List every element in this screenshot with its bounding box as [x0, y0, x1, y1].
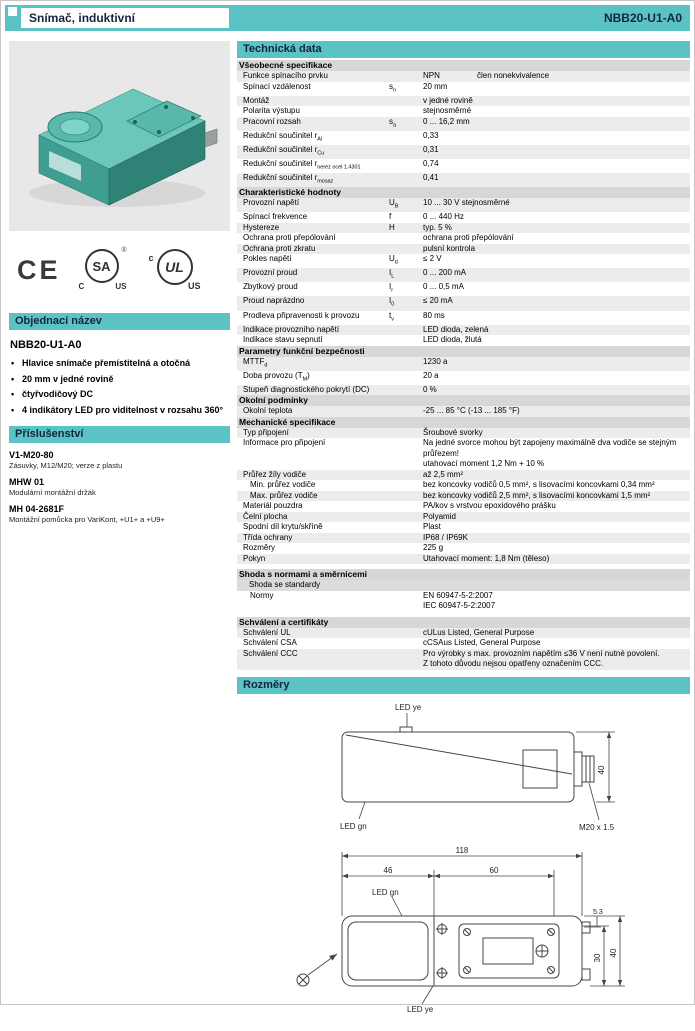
tech-row-symbol: [389, 371, 423, 385]
tech-row-symbol: [389, 522, 423, 533]
tech-section-header: Schválení a certifikáty: [237, 617, 690, 628]
tech-row-value: 10 ... 30 V stejnosměrné: [423, 198, 510, 208]
accessory-name: MHW 01: [9, 477, 45, 487]
tech-row-symbol: [389, 325, 423, 336]
tech-row-symbol: [389, 470, 423, 481]
tech-row: [237, 254, 690, 268]
csa-circle: [85, 249, 119, 283]
dimension-drawing: [237, 696, 689, 1026]
csa-registered-text: ®: [121, 247, 127, 254]
feature-item: • 20 mm v jedné rovině: [10, 374, 230, 386]
top-led-gn-label: LED gn: [372, 887, 399, 897]
tech-row: [237, 591, 690, 612]
tech-row-symbol: [389, 145, 423, 159]
tech-row: [237, 311, 690, 325]
tech-row-label: Shoda se standardy: [249, 580, 321, 590]
tech-row-value: cULus Listed, General Purpose: [423, 627, 535, 637]
tech-row-label: Průřez žíly vodiče: [243, 469, 307, 479]
product-photo-graphic: [9, 41, 230, 231]
tech-row: [237, 131, 690, 145]
tech-row-label: Schválení UL: [243, 627, 291, 637]
accessories-section-header: Příslušenství: [9, 426, 230, 443]
tech-row: [237, 428, 690, 439]
tech-row-symbol: [389, 638, 423, 649]
tech-row-value: bez koncovky vodičů 0,5 mm², s lisovacími koncovkami 0,34 mm²: [423, 480, 655, 490]
tech-row: [237, 357, 690, 371]
tech-row: [237, 406, 690, 417]
feature-item: • čtyřvodičový DC: [10, 389, 230, 401]
tech-row-label: Spodní díl krytu/skříně: [243, 522, 323, 532]
accessory-description: Zásuvky, M12/M20; verze z plastu: [9, 461, 123, 470]
tech-row-value: 1230 a: [423, 356, 448, 366]
tech-row-label: Polarita výstupu: [243, 106, 300, 116]
tech-row-value: cCSAus Listed, General Purpose: [423, 638, 541, 648]
top-view-outline: [297, 916, 590, 986]
tech-row-symbol: $s_a$: [389, 116, 397, 129]
m20-label: M20 x 1.5: [579, 822, 615, 832]
tech-row: [237, 145, 690, 159]
tech-row-value: Utahovací moment: 1,8 Nm (těleso): [423, 553, 550, 563]
ul-circle: [157, 249, 193, 285]
accessory-name: V1-M20-80: [9, 450, 54, 460]
dimension-drawing-area: [237, 696, 690, 1031]
tech-row-value: typ. 5 %: [423, 222, 452, 232]
tech-section-header: Charakteristické hodnoty: [237, 187, 690, 198]
tech-row-label: Schválení CSA: [243, 638, 297, 648]
tech-row-value: pulsní kontrola: [423, 243, 476, 253]
tech-row: [237, 628, 690, 639]
tech-row-value: Polyamid: [423, 511, 456, 521]
tech-row-value: 0,31: [423, 144, 439, 154]
tech-row-value: 20 a: [423, 370, 439, 380]
tech-row-value: 0,33: [423, 130, 439, 140]
tech-row-symbol: [389, 554, 423, 565]
header-corner-square: [8, 7, 17, 16]
tech-section: [237, 569, 690, 612]
tech-row-symbol: [389, 233, 423, 244]
tech-section: [237, 395, 690, 417]
tech-row: [237, 198, 690, 212]
accessories-list: [9, 450, 230, 524]
tech-row-symbol: [389, 628, 423, 639]
tech-row-label: Třída ochrany: [243, 532, 293, 542]
accessory-name: MH 04-2681F: [9, 504, 65, 514]
tech-row-symbol: [389, 591, 423, 612]
tech-table: [237, 60, 690, 670]
tech-row-symbol: [389, 543, 423, 554]
tech-row-symbol: [389, 533, 423, 544]
tech-row: [237, 233, 690, 244]
tech-row-symbol: [389, 71, 423, 82]
side-led-gn-label: LED gn: [340, 821, 367, 831]
accessory-item: [9, 450, 230, 470]
tech-row: [237, 533, 690, 544]
tech-row-symbol: $U_B$: [389, 198, 399, 210]
top-dim-118: 118: [455, 845, 469, 855]
tech-row-label: Materiál pouzdra: [243, 501, 303, 511]
tech-row-symbol: [389, 501, 423, 512]
tech-row-symbol: [389, 173, 423, 187]
tech-row-value: ochrana proti přepólování: [423, 233, 514, 243]
tech-row-value: IP68 / IP69K: [423, 532, 468, 542]
tech-row-value: LED dioda, žlutá: [423, 335, 482, 345]
tech-row: [237, 71, 690, 82]
tech-row: [237, 491, 690, 502]
tech-row-value: 225 g: [423, 543, 444, 553]
tech-row-label: Pokles napětí: [243, 254, 292, 264]
tech-row-symbol: [389, 491, 423, 502]
tech-row: [237, 106, 690, 117]
tech-row-label: Min. průřez vodiče: [250, 480, 316, 490]
accessory-description: Montážní pomůcka pro VariKont, +U1+ a +U9+: [9, 515, 165, 524]
tech-row: [237, 501, 690, 512]
tech-row: [237, 512, 690, 523]
tech-row: [237, 554, 690, 565]
tech-section-header: Všeobecné specifikace: [237, 60, 690, 71]
top-header-bar: [5, 5, 690, 31]
tech-row: [237, 268, 690, 282]
tech-row-value: Šroubové svorky: [423, 427, 483, 437]
tech-row-label: Rozměry: [243, 543, 276, 553]
tech-row-label: Schválení CCC: [243, 648, 298, 658]
tech-row-symbol: [389, 244, 423, 255]
tech-row-label: Indikace stavu sepnutí: [243, 335, 323, 345]
top-view-arrows: [329, 854, 622, 986]
tech-row-value: ≤ 2 V: [423, 254, 442, 264]
tech-row: [237, 371, 690, 385]
tech-row: [237, 638, 690, 649]
tech-row-symbol: [389, 131, 423, 145]
tech-row-label: Doba provozu $(T_M)$: [243, 370, 310, 383]
tech-section: [237, 187, 690, 346]
tech-subsection-header: [237, 580, 690, 591]
tech-row: [237, 159, 690, 173]
tech-row-label: Redukční součinitel $r_{mosaz}$: [243, 172, 334, 185]
left-column: [9, 41, 230, 531]
accessory-item: [9, 504, 230, 524]
tech-row-value: ≤ 20 mA: [423, 296, 453, 306]
tech-row-label: Typ připojení: [243, 427, 289, 437]
tech-row: [237, 385, 690, 396]
tech-row-label: Redukční součinitel $r_{Al}$: [243, 130, 323, 143]
csa-us-text: US: [115, 282, 127, 291]
tech-row-symbol: [389, 480, 423, 491]
tech-row-value: -25 ... 85 °C (-13 ... 185 °F): [423, 406, 520, 416]
tech-row-label: Prodleva připravenosti k provozu: [243, 310, 360, 320]
tech-row-label: Zbytkový proud: [243, 282, 298, 292]
tech-row-value: 0 ... 200 mA: [423, 268, 467, 278]
tech-row-label: Informace pro připojení: [243, 438, 326, 448]
tech-row-symbol: f: [389, 212, 392, 222]
ul-c-text: c: [148, 253, 154, 263]
tech-row-label: Montáž: [243, 95, 270, 105]
tech-data-section-header: Technická data: [237, 41, 690, 58]
tech-row-value: v jedné rovině: [423, 95, 473, 105]
tech-row-label: Indikace provozního napětí: [243, 324, 340, 334]
side-view-dimension-lines: [359, 713, 615, 820]
dimensions-section-header: Rozměry: [237, 677, 690, 694]
tech-row-symbol: [389, 649, 423, 670]
tech-row-label: Čelní plocha: [243, 511, 288, 521]
ce-mark-icon: CE: [17, 254, 61, 285]
top-dim-5-3: 5.3: [593, 908, 603, 916]
tech-row-label: Spínací frekvence: [243, 212, 308, 222]
tech-row-value: 20 mm: [423, 81, 448, 91]
ul-mark-icon: [149, 247, 201, 293]
csa-text: SA: [92, 258, 111, 274]
tech-section-header: Parametry funkční bezpečnosti: [237, 346, 690, 357]
product-photo: [9, 41, 230, 231]
tech-row: [237, 212, 690, 223]
tech-row-label: Okolní teplota: [243, 406, 293, 416]
tech-row-value: Plast: [423, 522, 441, 532]
tech-row-value: 0 ... 16,2 mm: [423, 116, 470, 126]
tech-row-value: 0,74: [423, 158, 439, 168]
tech-row: [237, 522, 690, 533]
side-view-outline: [342, 727, 594, 802]
tech-row: [237, 649, 690, 670]
tech-row-value: bez koncovky vodičů 2,5 mm², s lisovacími koncovkami 1,5 mm²: [423, 490, 651, 500]
tech-row-value: 0 %: [423, 384, 437, 394]
tech-row: [237, 325, 690, 336]
tech-row-value: stejnosměrné: [423, 106, 472, 116]
tech-row-value: Na jedné svorce mohou být zapojeny maximálně dva vodiče se stejným průřezem! utahovací moment 1,2 Nm + 10 %: [423, 438, 677, 469]
tech-row-value: až 2,5 mm²: [423, 469, 464, 479]
order-section-header: Objednací název: [9, 313, 230, 330]
tech-row-symbol: $t_v$: [389, 310, 394, 323]
tech-row: [237, 117, 690, 131]
tech-row: [237, 82, 690, 96]
tech-row-label: Proud naprázdno: [243, 296, 305, 306]
tech-row-label: Stupeň diagnostického pokrytí (DC): [243, 384, 370, 394]
side-dim-40: 40: [597, 765, 606, 775]
ul-text: UL: [165, 259, 184, 275]
tech-row-symbol: [389, 106, 423, 117]
tech-row-value: PA/kov s vrstvou epoxidového prášku: [423, 501, 556, 511]
tech-row-symbol: [389, 357, 423, 371]
tech-row: [237, 438, 690, 470]
tech-row-symbol: [389, 96, 423, 107]
tech-row-symbol: [389, 159, 423, 173]
side-led-ye-label: LED ye: [395, 702, 422, 712]
tech-row: [237, 173, 690, 187]
tech-row: [237, 96, 690, 107]
tech-row-value: EN 60947-5-2:2007 IEC 60947-5-2:2007: [423, 590, 496, 611]
tech-section: [237, 346, 690, 396]
tech-row-symbol: [389, 512, 423, 523]
tech-row-symbol: $U_d$: [389, 254, 398, 266]
tech-row: [237, 480, 690, 491]
tech-row-label: Pokyn: [243, 553, 266, 563]
top-view-dimension-lines: [308, 852, 625, 1004]
tech-row-value: NPN člen nonekvivalence: [423, 71, 550, 80]
tech-row-value: 0 ... 0,5 mA: [423, 282, 464, 292]
tech-row-label: Normy: [250, 590, 274, 600]
doc-title: Snímač, induktivní: [21, 8, 229, 28]
tech-section: [237, 617, 690, 670]
tech-row-label: Redukční součinitel $r_{nerez ocel 1.4301}$: [243, 158, 361, 171]
tech-row-symbol: [389, 428, 423, 439]
tech-row: [237, 282, 690, 296]
order-name: NBB20-U1-A0: [10, 339, 82, 351]
feature-item: • 4 indikátory LED pro viditelnost v rozsahu 360°: [10, 405, 230, 417]
tech-row-symbol: $I_r$: [389, 282, 394, 294]
tech-row-value: 80 ms: [423, 310, 445, 320]
tech-row-label: Ochrana proti zkratu: [243, 243, 316, 253]
tech-row-symbol: $I_L$: [389, 268, 395, 280]
tech-row-value: 0 ... 440 Hz: [423, 212, 464, 222]
tech-section: [237, 417, 690, 565]
accessory-item: [9, 477, 230, 497]
right-column: [237, 41, 690, 1031]
tech-section-header: Mechanické specifikace: [237, 417, 690, 428]
tech-row-symbol: [389, 438, 423, 470]
tech-row-symbol: $s_n$: [389, 81, 397, 94]
tech-row-label: $MTTF_d$: [243, 356, 268, 369]
part-number: NBB20-U1-A0: [603, 11, 682, 25]
tech-row-value: Pro výrobky s max. provozním napětím ≤36 V není nutné povolení. Z tohoto důvodu nejsou opatřeny označením CCC.: [423, 648, 660, 669]
top-dim-46: 46: [383, 865, 393, 875]
tech-row: [237, 296, 690, 310]
tech-row-symbol: H: [389, 222, 395, 232]
tech-section-header: Okolní podmínky: [237, 395, 690, 406]
tech-row-symbol: [389, 335, 423, 346]
top-led-ye-label: LED ye: [407, 1004, 434, 1014]
tech-row-symbol: [389, 406, 423, 417]
tech-row: [237, 223, 690, 234]
tech-row: [237, 470, 690, 481]
tech-section-header: Shoda s normami a směrnicemi: [237, 569, 690, 580]
tech-section: [237, 60, 690, 187]
tech-row-label: Redukční součinitel $r_{Cu}$: [243, 144, 325, 157]
tech-row-label: Provozní proud: [243, 268, 298, 278]
tech-row-value: 0,41: [423, 172, 439, 182]
ul-us-text: US: [188, 281, 201, 291]
tech-row-label: Funkce spínacího prvku: [243, 71, 328, 80]
top-dim-30: 30: [593, 953, 602, 963]
tech-row-label: Max. průřez vodiče: [250, 490, 318, 500]
tech-row: [237, 543, 690, 554]
tech-row-label: Pracovní rozsah: [243, 116, 301, 126]
tech-row-symbol: [389, 385, 423, 396]
tech-row: [237, 335, 690, 346]
certification-marks: [9, 243, 230, 297]
top-dim-40: 40: [609, 948, 618, 958]
feature-list: [10, 358, 230, 416]
csa-mark-icon: [78, 247, 129, 293]
tech-row-label: Ochrana proti přepólování: [243, 233, 336, 243]
tech-row-value: LED dioda, zelená: [423, 324, 489, 334]
top-dim-60: 60: [489, 865, 499, 875]
tech-row-symbol: $I_0$: [389, 296, 395, 309]
csa-c-text: C: [78, 282, 85, 291]
tech-row-label: Provozní napětí: [243, 198, 300, 208]
tech-row-label: Spínací vzdálenost: [243, 81, 311, 91]
tech-row-label: Hystereze: [243, 222, 280, 232]
accessory-description: Modulární montážní držák: [9, 488, 96, 497]
feature-item: • Hlavice snímače přemístitelná a otočná: [10, 358, 230, 370]
tech-row: [237, 244, 690, 255]
